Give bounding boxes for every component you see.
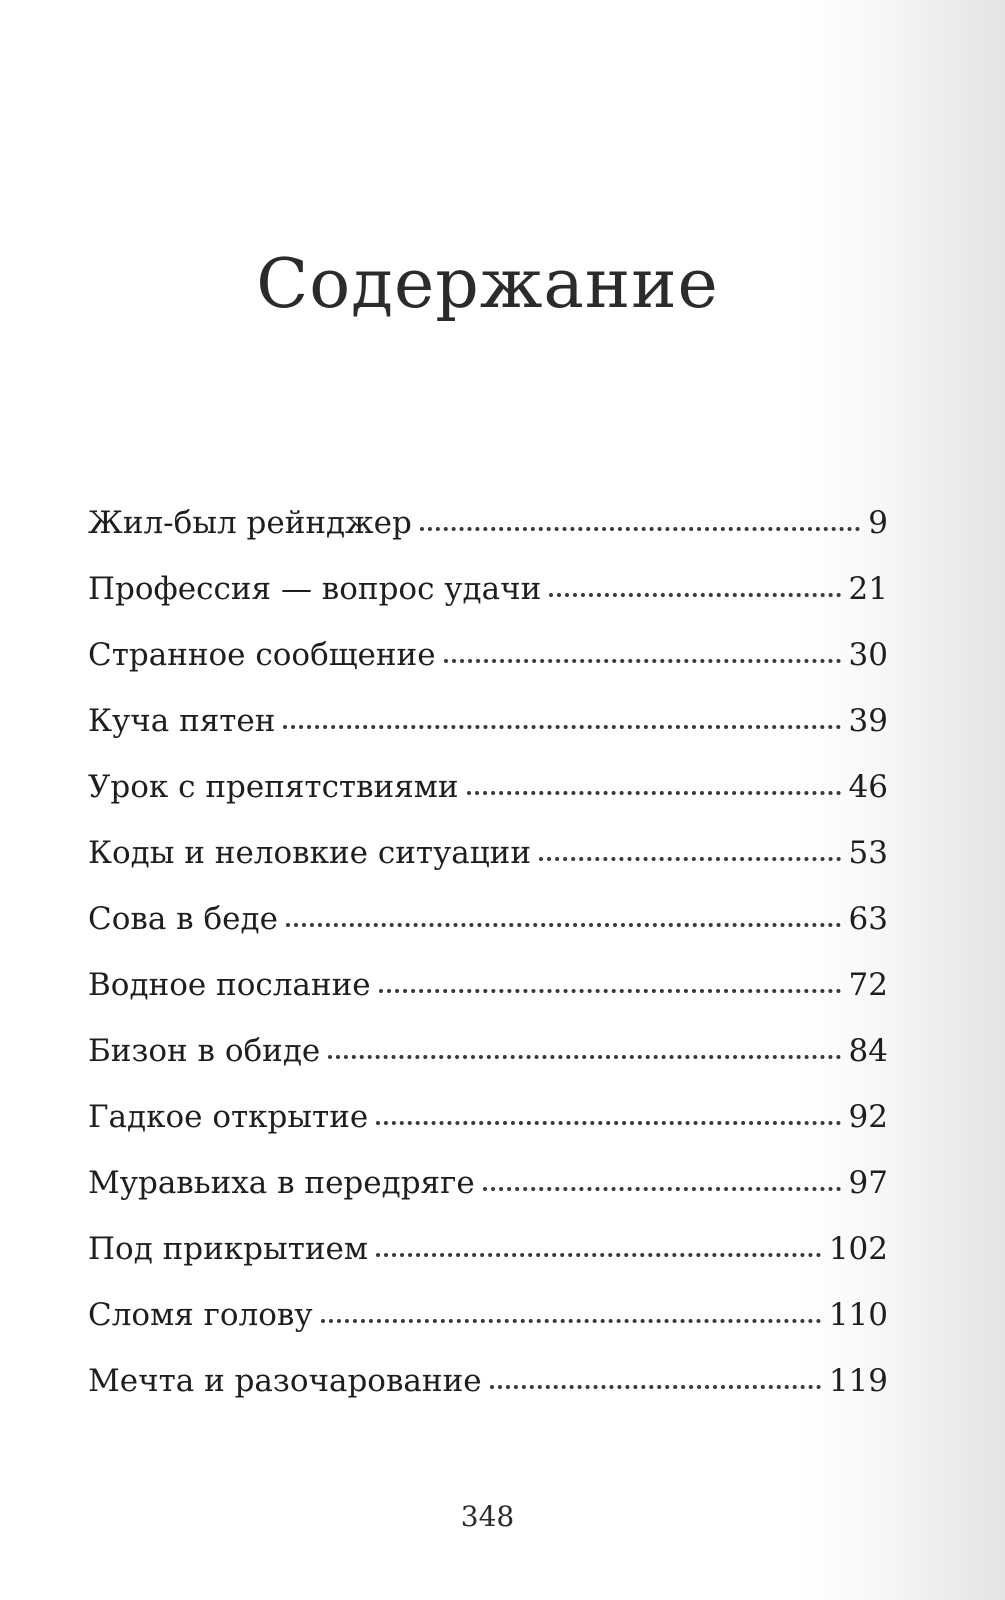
dot-leader: [376, 1121, 840, 1125]
dot-leader: [483, 1187, 841, 1191]
toc-entry: [88, 901, 888, 967]
toc-entry-page: 119: [828, 1363, 888, 1399]
toc-entry-page: 97: [848, 1165, 888, 1201]
toc-entry-title: Куча пятен: [88, 703, 276, 739]
toc-entry-page: 39: [848, 703, 888, 739]
dot-leader: [490, 1385, 821, 1389]
toc-entry-page: 30: [848, 637, 888, 673]
toc-entry-page: 72: [848, 967, 888, 1003]
toc-entry: [88, 1297, 888, 1363]
toc-entry: [88, 1033, 888, 1099]
toc-entry-title: Под прикрытием: [88, 1231, 368, 1267]
toc-entry-page: 84: [848, 1033, 888, 1069]
toc-entry: [88, 637, 888, 703]
toc-entry-page: 92: [848, 1099, 888, 1135]
page-title: Содержание: [256, 245, 719, 324]
toc-entry-page: 102: [828, 1231, 888, 1267]
toc-entry-title: Муравьиха в передряге: [88, 1165, 475, 1201]
toc-entry-title: Коды и неловкие ситуации: [88, 835, 531, 871]
toc-entry-page: 9: [868, 505, 888, 541]
toc-entry-title: Странное сообщение: [88, 637, 436, 673]
toc-entry-title: Водное послание: [88, 967, 371, 1003]
toc-entry-page: 53: [848, 835, 888, 871]
dot-leader: [379, 989, 841, 993]
toc-entry: [88, 1363, 888, 1429]
toc-entry: [88, 1231, 888, 1297]
toc-entry: [88, 835, 888, 901]
toc-entry-title: Профессия — вопрос удачи: [88, 571, 542, 607]
toc-entry-title: Бизон в обиде: [88, 1033, 321, 1069]
toc-entry: [88, 571, 888, 637]
dot-leader: [286, 923, 841, 927]
dot-leader: [376, 1253, 821, 1257]
toc-entry: [88, 1165, 888, 1231]
toc-entry-title: Мечта и разочарование: [88, 1363, 482, 1399]
table-of-contents: [88, 505, 888, 1429]
dot-leader: [321, 1319, 821, 1323]
dot-leader: [420, 527, 860, 531]
toc-entry: [88, 769, 888, 835]
dot-leader: [444, 659, 841, 663]
toc-entry-title: Жил-был рейнджер: [88, 505, 412, 541]
toc-entry-page: 21: [848, 571, 888, 607]
toc-entry: [88, 703, 888, 769]
toc-entry-title: Сломя голову: [88, 1297, 313, 1333]
toc-entry: [88, 967, 888, 1033]
toc-entry-title: Гадкое открытие: [88, 1099, 369, 1135]
dot-leader: [539, 857, 841, 861]
toc-entry: [88, 1099, 888, 1165]
dot-leader: [467, 791, 841, 795]
toc-entry: [88, 505, 888, 571]
dot-leader: [549, 593, 840, 597]
toc-entry-title: Сова в беде: [88, 901, 278, 937]
dot-leader: [328, 1055, 840, 1059]
toc-entry-page: 46: [848, 769, 888, 805]
toc-entry-title: Урок с препятствиями: [88, 769, 459, 805]
page-number: 348: [460, 1500, 515, 1533]
dot-leader: [283, 725, 840, 729]
toc-entry-page: 63: [848, 901, 888, 937]
toc-entry-page: 110: [828, 1297, 888, 1333]
